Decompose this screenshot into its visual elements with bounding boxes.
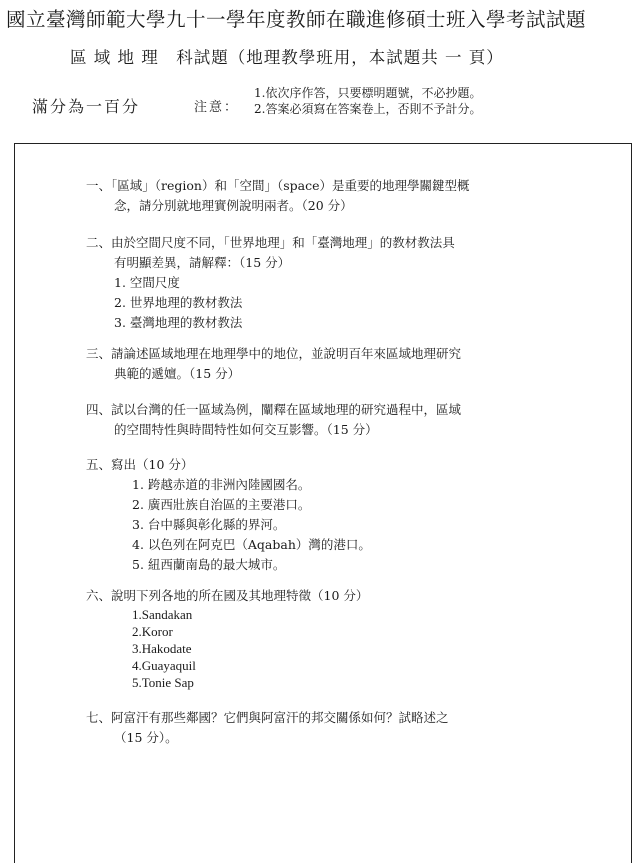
question-6 [86,586,368,691]
question-text: 七、阿富汗有那些鄰國？它們與阿富汗的邦交關係如何？試略述之 [86,710,449,725]
question-text: 有明顯差異，請解釋：（15 分） [114,255,291,270]
sub-item: 1. 空間尺度 [114,275,180,290]
question-text: 典範的遞嬗。（15 分） [114,366,241,381]
question-text: 六、說明下列各地的所在國及其地理特徵（10 分） [86,588,369,603]
question-3 [86,344,461,384]
question-text: 一、「區域」（region）和「空間」（space）是重要的地理學關鍵型概 [86,178,470,193]
sub-item: 1.Sandakan [132,607,193,622]
notes [254,85,481,117]
sub-item: 1. 跨越赤道的非洲內陸國國名。 [132,477,311,492]
sub-item: 5. 紐西蘭南島的最大城市。 [132,557,286,572]
sub-item: 2. 廣西壯族自治區的主要港口。 [132,497,311,512]
sub-item: 3. 台中縣與彰化縣的界河。 [132,517,286,532]
question-1 [86,176,469,216]
sub-item: 4. 以色列在阿克巴（Aqabah）灣的港口。 [132,537,371,552]
sub-item: 3.Hakodate [132,641,192,656]
sub-item: 3. 臺灣地理的教材教法 [114,315,243,330]
sub-item: 4.Guayaquil [132,658,196,673]
note-label: 注意： [194,100,240,115]
question-text: 念，請分別就地理實例說明兩者。（20 分） [114,198,353,213]
question-text: 三、請論述區域地理在地理學中的地位，並說明百年來區域地理研究 [86,346,462,361]
question-4 [86,400,461,440]
question-5 [86,455,371,575]
question-text: （15 分）。 [114,730,178,745]
question-2 [86,233,455,333]
exam-subtitle: 區 域 地 理 科試題（地理教學班用，本試題共 一 頁） [70,48,504,67]
total-score: 滿分為一百分 [32,97,141,116]
sub-item: 5.Tonie Sap [132,675,194,690]
question-7 [86,708,449,748]
question-text: 二、由於空間尺度不同，「世界地理」和「臺灣地理」的教材教法具 [86,235,455,250]
question-text: 四、試以台灣的任一區域為例，闡釋在區域地理的研究過程中，區域 [86,402,462,417]
sub-item: 2.Koror [132,624,173,639]
sub-item: 2. 世界地理的教材教法 [114,295,243,310]
question-text: 五、寫出（10 分） [86,457,194,472]
exam-title: 國立臺灣師範大學九十一學年度教師在職進修碩士班入學考試試題 [6,8,587,31]
note-line: 1.依次序作答，只要標明題號，不必抄題。 [254,86,482,100]
question-text: 的空間特性與時間特性如何交互影響。（15 分） [114,422,378,437]
note-line: 2.答案必須寫在答案卷上，否則不予計分。 [254,102,482,116]
